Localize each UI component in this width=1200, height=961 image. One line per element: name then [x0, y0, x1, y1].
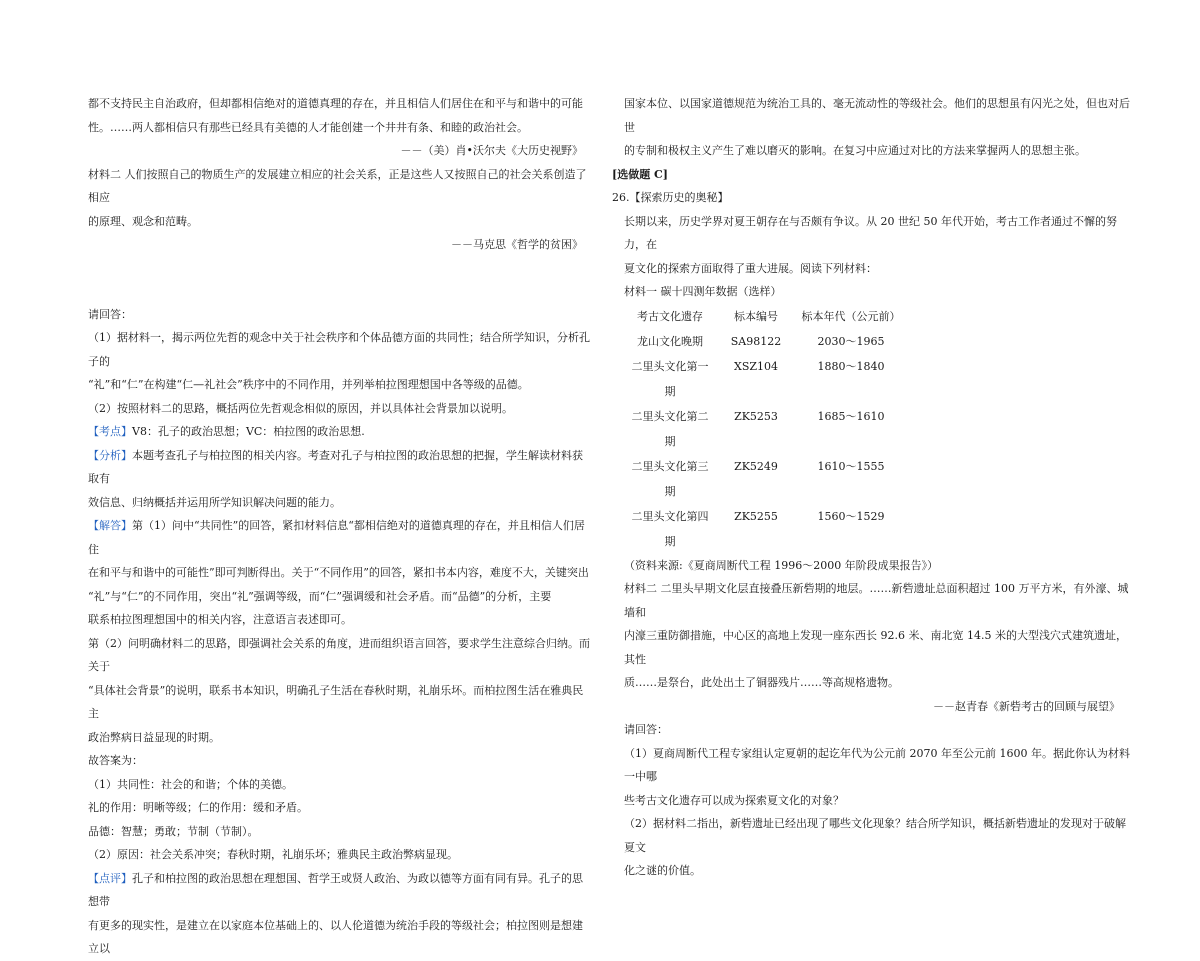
question-26-title: 26.【探索历史的奥秘】: [612, 191, 729, 204]
fenxi-line: [88, 444, 593, 491]
table-cell: 二里头文化第二 期: [631, 409, 709, 448]
right-column: [612, 92, 1130, 883]
answer-line: 礼的作用：明晰等级；仁的作用：缓和矛盾。: [88, 801, 308, 814]
question-1-cont: “礼”和“仁”在构建“仁—礼社会”秩序中的不同作用，并列举柏拉图理想国中各等级的品德。: [88, 378, 529, 391]
jieda-line: [88, 514, 593, 561]
table-cell: 二里头文化第三 期: [631, 459, 709, 498]
table-row: [624, 454, 906, 504]
intro-line: 长期以来，历史学界对夏王朝存在与否颇有争议。从 20 世纪 50 年代开始，考古工作者通过不懈的努力，在: [624, 214, 1117, 251]
section-heading: [选做题 C]: [612, 167, 668, 181]
table-header: 标本年代（公元前）: [801, 309, 901, 323]
table-row: [624, 504, 906, 554]
jieda-cont: 政治弊病日益显现的时期。: [88, 730, 220, 744]
question-1: （1）夏商周断代工程专家组认定夏朝的起讫年代为公元前 2070 年至公元前 1600 年。据此你认为材料一中哪: [624, 746, 1130, 783]
table-row: [624, 329, 906, 354]
material-two-cont: 质……是祭台，此处出土了铜器残片……等高规格遗物。: [624, 676, 899, 689]
prompt: 请回答：: [88, 307, 132, 321]
table-row: [624, 354, 906, 404]
table-cell: ZK5255: [734, 509, 778, 523]
intro-line: 夏文化的探索方面取得了重大进展。阅读下列材料：: [624, 261, 877, 275]
dianping-line: [88, 867, 593, 914]
kaodian-line: [88, 420, 593, 444]
dianping-text: 孔子和柏拉图的政治思想在理想国、哲学王或贤人政治、为政以德等方面有同有异。孔子的思想带: [88, 871, 583, 908]
jieda-cont: “具体社会背景”的说明，联系书本知识，明确孔子生活在春秋时期，礼崩乐坏。而柏拉图生活在雅典民主: [88, 683, 584, 720]
table-cell: ZK5253: [734, 409, 778, 423]
dianping-cont: 有更多的现实性，是建立在以家庭本位基础上的、以人伦道德为统治手段的等级社会；柏拉图则是想建立以: [88, 918, 583, 955]
answer-heading: 故答案为：: [88, 754, 143, 767]
jieda-cont: “礼”与“仁”的不同作用，突出“礼”强调等级，而“仁”强调缓和社会矛盾。而“品德”的分析，主要: [88, 589, 552, 603]
table-cell: ZK5249: [734, 459, 778, 473]
question-1: （1）据材料一，揭示两位先哲的观念中关于社会秩序和个体品德方面的共同性；结合所学知识，分析孔子的: [88, 331, 590, 368]
jieda-tag: 【解答】: [88, 519, 132, 532]
jieda-cont: 第（2）问明确材料二的思路，即强调社会关系的角度，进而组织语言回答，要求学生注意综合归纳。而关于: [88, 636, 590, 673]
left-column: [88, 92, 593, 961]
text-line: 性。……两人都相信只有那些已经具有美德的人才能创建一个井井有条、和睦的政治社会。: [88, 120, 528, 134]
source-citation: －－赵青春《新砦考古的回顾与展望》: [933, 699, 1120, 713]
jieda-text: 第（1）问中“共同性”的回答，紧扣材料信息“都相信绝对的道德真理的存在，并且相信人们居住: [88, 519, 585, 556]
question-2: （2）据材料二指出，新砦遗址已经出现了哪些文化现象？结合所学知识，概括新砦遗址的发现对于破解夏文: [624, 817, 1126, 854]
table-cell: SA98122: [730, 334, 782, 348]
answer-line: 品德：智慧；勇敢；节制（节制）。: [88, 824, 259, 838]
material-one: 材料一 碳十四测年数据（选样）: [624, 285, 782, 298]
kaodian-tag: 【考点】: [88, 425, 132, 438]
table-source: （资料来源:《夏商周断代工程 1996～2000 年阶段成果报告》）: [624, 558, 939, 572]
table-header-row: [624, 304, 906, 329]
fenxi-cont: 效信息、归纳概括并运用所学知识解决问题的能力。: [88, 495, 341, 509]
table-cell: 1685～1610: [817, 409, 885, 423]
source-citation: －－马克思《哲学的贫困》: [451, 238, 583, 251]
material-two-cont: 内濠三重防御措施，中心区的高地上发现一座东西长 92.6 米、南北宽 14.5 米的大型浅穴式建筑遗址，其性: [624, 629, 1127, 666]
table-cell: 1880～1840: [817, 359, 885, 373]
kaodian-text: V8：孔子的政治思想；VC：柏拉图的政治思想.: [132, 425, 365, 438]
question-1-cont: 些考古文化遗存可以成为探索夏文化的对象？: [624, 793, 844, 807]
table-header: 考古文化遗存: [637, 309, 703, 323]
source-citation: －－（美）肖•沃尔夫《大历史视野》: [400, 144, 583, 157]
material-two: 材料二 二里头早期文化层直接叠压新砦期的地层。……新砦遗址总面积超过 100 万平方米，有外濠、城墙和: [624, 582, 1129, 619]
table-cell: 龙山文化晚期: [637, 334, 703, 348]
carbon-dating-table: [624, 304, 906, 554]
jieda-cont: 联系柏拉图理想国中的相关内容，注意语言表述即可。: [88, 613, 352, 626]
table-cell: 二里头文化第一 期: [631, 359, 709, 398]
text-line: 都不支持民主自治政府，但却都相信绝对的道德真理的存在，并且相信人们居住在和平与和谐中的可能: [88, 97, 583, 110]
table-header: 标本编号: [734, 309, 778, 323]
question-2: （2）按照材料二的思路，概括两位先哲观念相似的原因，并以具体社会背景加以说明。: [88, 401, 513, 415]
fenxi-tag: 【分析】: [88, 448, 132, 462]
table-cell: 1560～1529: [817, 509, 885, 523]
answer-line: （2）原因：社会关系冲突；春秋时期，礼崩乐坏；雅典民主政治弊病显现。: [88, 848, 458, 861]
text-line: 的专制和极权主义产生了难以磨灭的影响。在复习中应通过对比的方法来掌握两人的思想主张。: [624, 144, 1086, 157]
text-line: 国家本位、以国家道德规范为统治工具的、毫无流动性的等级社会。他们的思想虽有闪光之处，但也对后世: [624, 97, 1130, 134]
dianping-tag: 【点评】: [88, 871, 132, 885]
table-cell: 1610～1555: [817, 459, 885, 473]
answer-line: （1）共同性：社会的和谐；个体的美德。: [88, 777, 293, 791]
table-row: [624, 404, 906, 454]
table-cell: 二里头文化第四 期: [631, 509, 709, 548]
material-two-cont: 的原理、观念和范畴。: [88, 214, 198, 228]
prompt: 请回答：: [624, 723, 668, 736]
table-cell: 2030～1965: [817, 334, 885, 348]
question-2-cont: 化之谜的价值。: [624, 864, 701, 877]
fenxi-text: 本题考查孔子与柏拉图的相关内容。考查对孔子与柏拉图的政治思想的把握，学生解读材料获取有: [88, 448, 583, 485]
material-two: 材料二 人们按照自己的物质生产的发展建立相应的社会关系，正是这些人又按照自己的社会关系创造了相应: [88, 167, 587, 204]
jieda-cont: 在和平与和谐中的可能性”即可判断得出。关于“不同作用”的回答，紧扣书本内容，难度不大，关键突出: [88, 566, 589, 579]
table-cell: XSZ104: [733, 359, 778, 373]
